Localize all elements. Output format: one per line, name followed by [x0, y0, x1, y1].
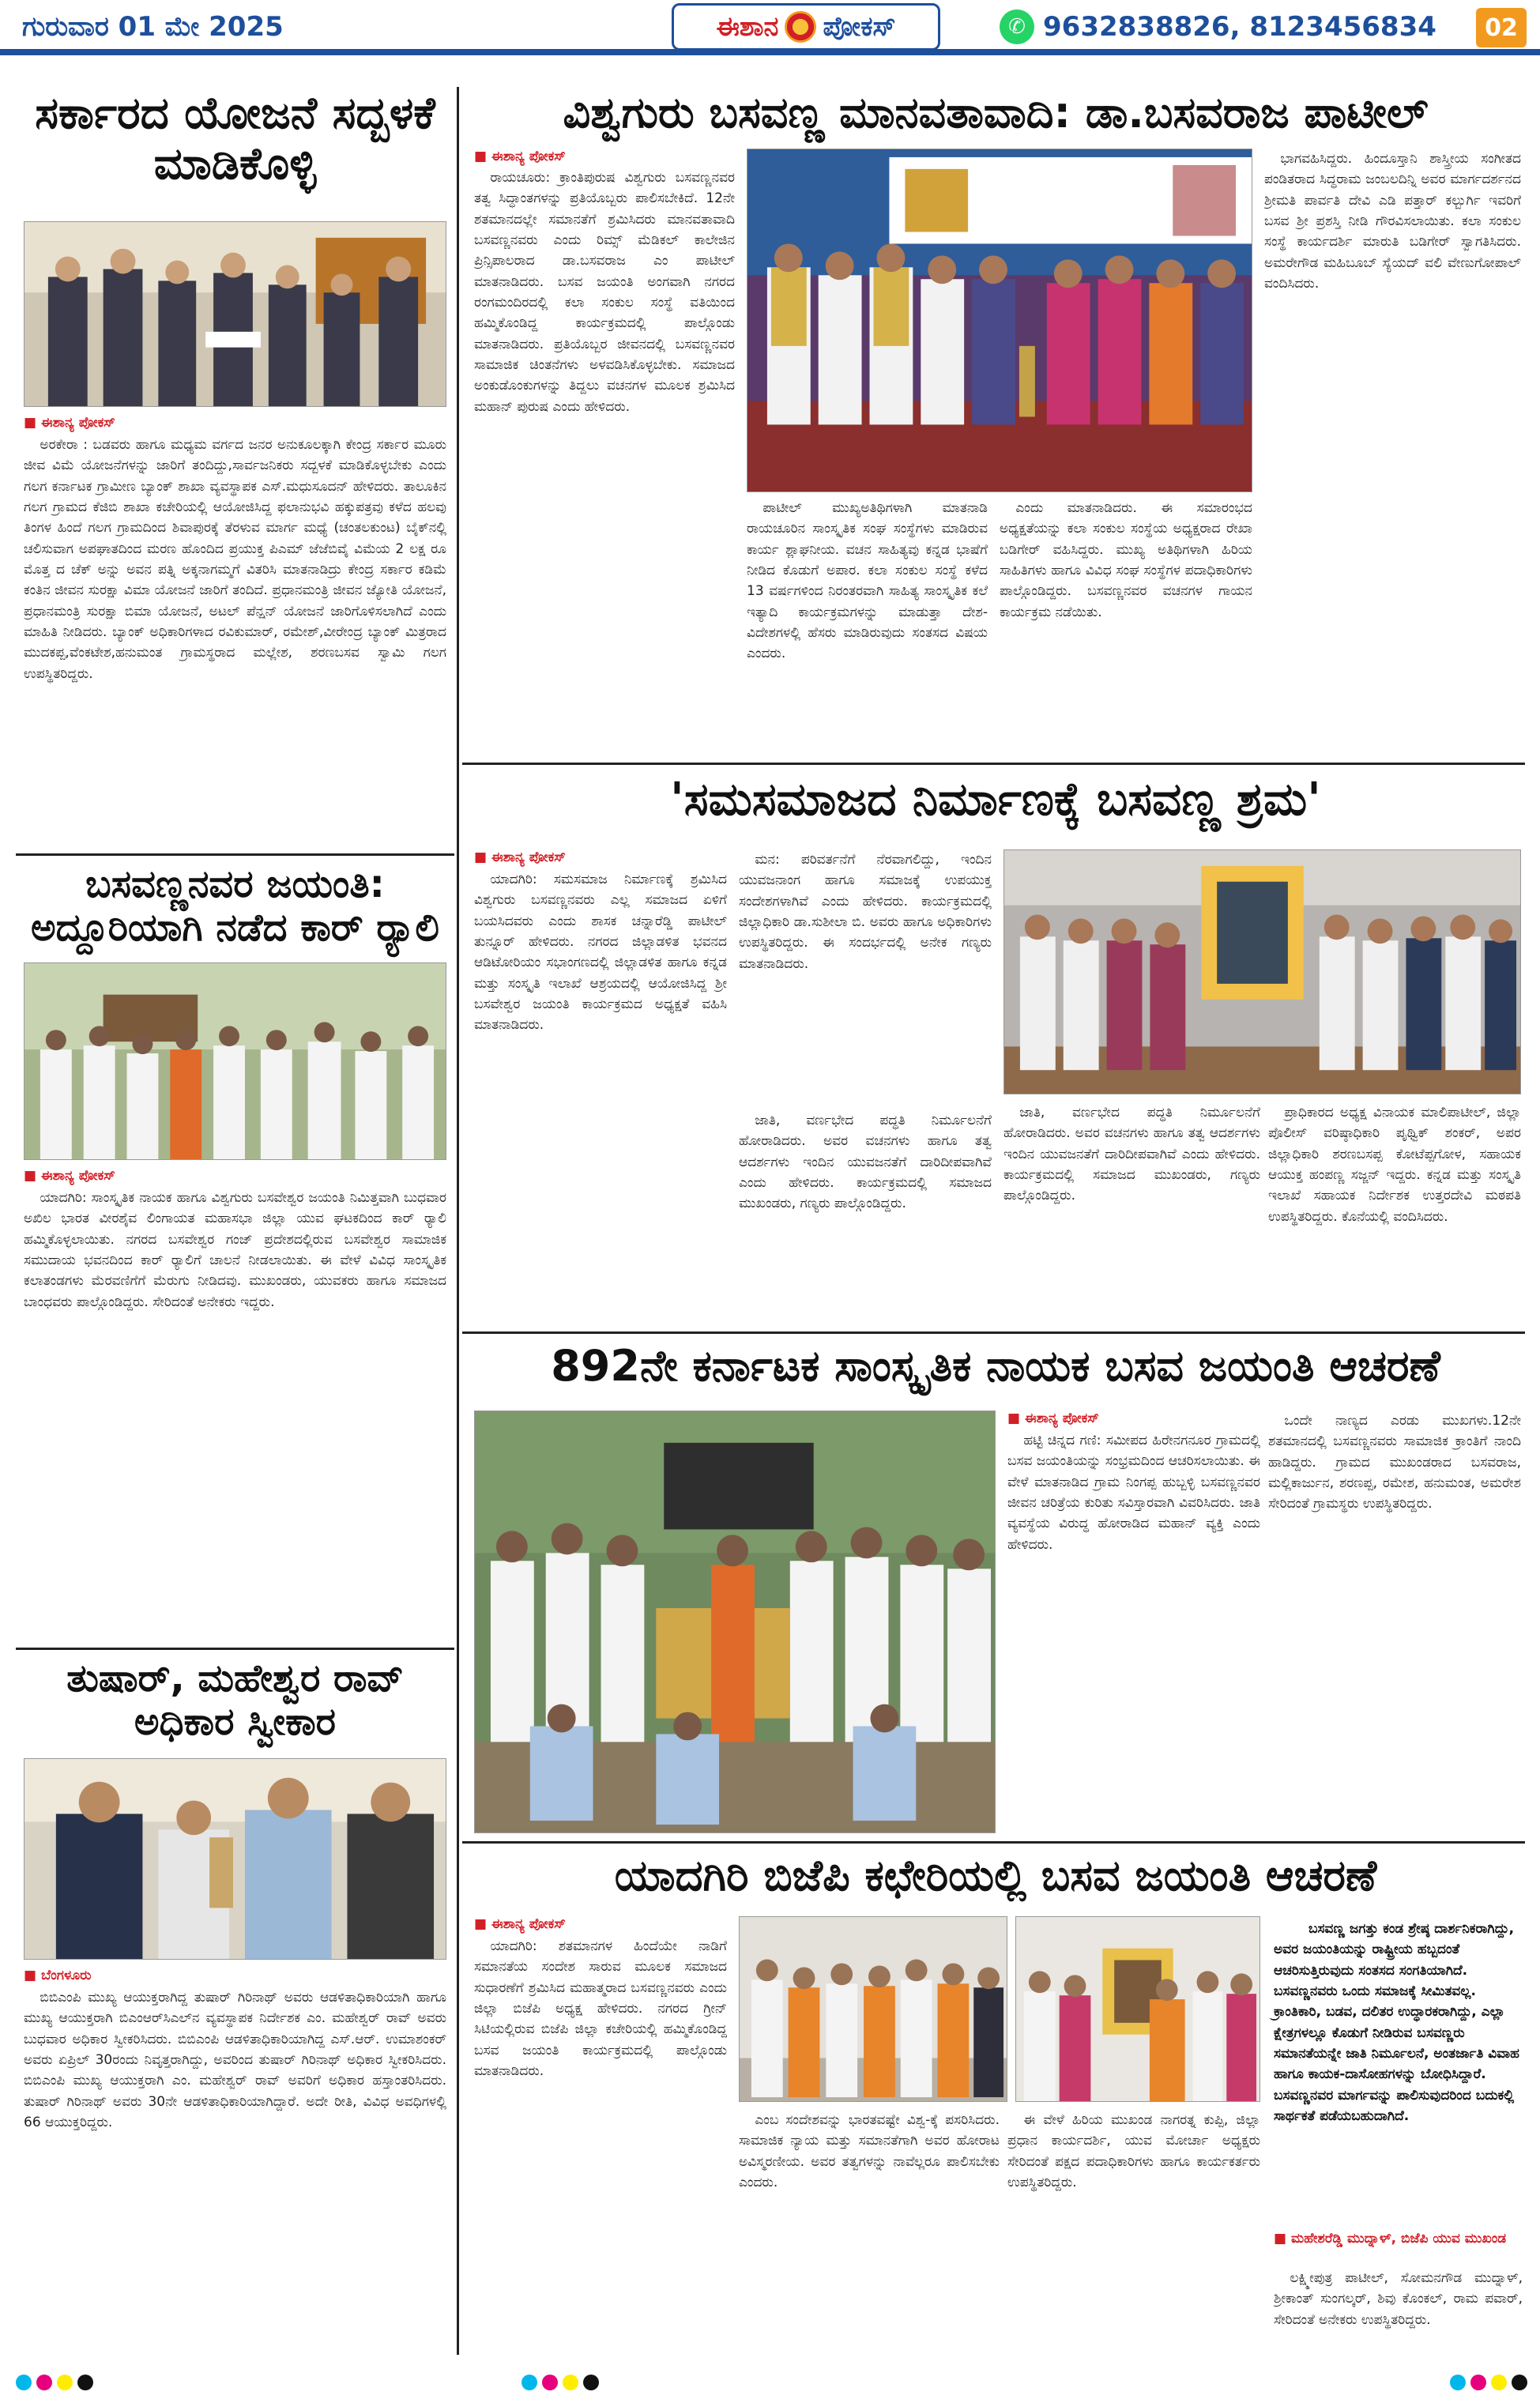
logo-text-right: ಪೋಕಸ್: [823, 11, 896, 43]
paragraph: ಒಂದೇ ನಾಣ್ಯದ ಎರಡು ಮುಖಗಳು.12ನೇ ಶತಮಾನದಲ್ಲಿ ಬಸವಣ್ಣನವರು ಸಾಮಾಜಿಕ ಕ್ರಾಂತಿಗೆ ನಾಂದಿ ಹಾಡಿದ್ದರು. ಗ್ರಾಮದ ಮುಖಂಡರಾದ ಬಸವರಾಜ, ಮಲ್ಲಿಕಾರ್ಜುನ, ಶರಣಪ್ಪ, ರಮೇಶ, ಹನುಮಂತ, ಅಮರೇಶ ಸೇರಿದಂತೆ ಗ್ರಾಮಸ್ಥರು ಉಪಸ್ಥಿತರಿದ್ದರು.: [1268, 1413, 1521, 1512]
paragraph: ಲಕ್ಷ್ಮೀಪುತ್ರ ಪಾಟೀಲ್, ಸೋಮನಗೌಡ ಮುದ್ನಾಳ್, ಶ್ರೀಕಾಂತ್ ಸುಂಗಲ್ಕರ್, ಶಿವು ಕೊಂಕಲ್, ರಾಮ ಪವಾರ್, ಸೇರಿದಂತೆ ಅನೇಕರು ಉಪಸ್ಥಿತರಿದ್ದರು.: [1274, 2270, 1523, 2328]
byline-story3: ■ ಬೆಂಗಳೂರು: [24, 1968, 91, 1983]
pull-quote: [1274, 1919, 1523, 2227]
body-story5-col4a: [1003, 1102, 1260, 1324]
body-story3: [24, 1987, 446, 2347]
byline-story4: ■ ಈಶಾನ್ಯ ಪೋಕಸ್: [474, 149, 566, 164]
headline-story7: ಯಾದಗಿರಿ ಬಿಜೆಪಿ ಕಛೇರಿಯಲ್ಲಿ ಬಸವ ಜಯಂತಿ ಆಚರಣೆ: [614, 1851, 1377, 1900]
body-story5-col4: [1268, 1102, 1521, 1324]
paragraph: ಪ್ರಾಧಿಕಾರದ ಅಧ್ಯಕ್ಷ ವಿನಾಯಕ ಮಾಲಿಪಾಟೀಲ್, ಜಿಲ್ಲಾ ಪೊಲೀಸ್ ವರಿಷ್ಠಾಧಿಕಾರಿ ಪೃಥ್ವಿಕ್ ಶಂಕರ್, ಅಪರ ಜಿಲ್ಲಾಧಿಕಾರಿ ಶರಣಬಸಪ್ಪ ಕೋಟೆಪ್ಪಗೋಳ, ಸಹಾಯಕ ಆಯುಕ್ತ ಹಂಪಣ್ಣ ಸಜ್ಜನ್ ಇದ್ದರು. ಕನ್ನಡ ಮತ್ತು ಸಂಸ್ಕೃತಿ ಇಲಾಖೆ ಸಹಾಯಕ ನಿರ್ದೇಶಕ ಉತ್ತರದೇವಿ ಮಠಪತಿ ಉಪಸ್ಥಿತರಿದ್ದರು. ಕೊನೆಯಲ್ಲಿ ವಂದಿಸಿದರು.: [1268, 1105, 1521, 1225]
photo-car-rally: [24, 962, 446, 1160]
body-story1: [24, 435, 446, 846]
body-story7-col3: [1007, 2110, 1260, 2355]
column-divider: [457, 87, 459, 2355]
section-divider: [462, 1841, 1525, 1844]
body-story6-col1: [1007, 1430, 1260, 1833]
whatsapp-icon: ✆: [1000, 9, 1034, 44]
photo-samasamaja-event: [1003, 849, 1521, 1094]
headline-story1: ಸರ್ಕಾರದ ಯೋಜನೆ ಸದ್ಬಳಕೆ ಮಾಡಿಕೊಳ್ಳಿ: [35, 88, 435, 190]
newspaper-logo: [672, 3, 940, 51]
photo-officers-taking-charge: [24, 1758, 446, 1960]
paragraph: ಎಂಬ ಸಂದೇಶವನ್ನು ಭಾರತವಷ್ಟೇ ವಿಶ್ವ-ಕ್ಕೆ ಪಸರಿಸಿದರು. ಸಾಮಾಜಿಕ ನ್ಯಾಯ ಮತ್ತು ಸಮಾನತೆಗಾಗಿ ಅವರ ಹೋರಾಟ ಅವಿಸ್ಮರಣೀಯ. ಅವರ ತತ್ವಗಳನ್ನು ನಾವೆಲ್ಲರೂ ಪಾಲಿಸಬೇಕು ಎಂದರು.: [739, 2112, 1000, 2191]
paragraph: ಪಾಟೀಲ್ ಮುಖ್ಯಅತಿಥಿಗಳಾಗಿ ಮಾತನಾಡಿ ರಾಯಚೂರಿನ ಸಾಂಸ್ಕೃತಿಕ ಸಂಘ ಸಂಸ್ಥೆಗಳು ಮಾಡಿರುವ ಕಾರ್ಯ ಶ್ಲಾಘನೀಯ. ವಚನ ಸಾಹಿತ್ಯವು ಕನ್ನಡ ಭಾಷೆಗೆ ನೀಡಿದ ಕೊಡುಗೆ ಅಪಾರ. ಕಲಾ ಸಂಕುಲ ಸಂಸ್ಥೆ ಕಳೆದ 13 ವರ್ಷಗಳಿಂದ ನಿರಂತರವಾಗಿ ಸಾಹಿತ್ಯ ಸಾಂಸ್ಕೃತಿಕ ಕಲೆ ಇತ್ಯಾದಿ ಕಾರ್ಯಕ್ರಮಗಳನ್ನು ಮಾಡುತ್ತಾ ದೇಶ-ವಿದೇಶಗಳಲ್ಲಿ ಹೆಸರು ಮಾಡಿರುವುದು ಸಂತಸದ ವಿಷಯ ಎಂದರು.: [747, 500, 988, 662]
body-story7-col4: [1274, 2268, 1523, 2355]
black-dot-icon: [77, 2375, 93, 2390]
cyan-dot-icon: [521, 2375, 537, 2390]
paragraph: ಈ ವೇಳೆ ಹಿರಿಯ ಮುಖಂಡ ನಾಗರತ್ನ ಕುಪ್ಪಿ, ಜಿಲ್ಲಾ ಪ್ರಧಾನ ಕಾರ್ಯದರ್ಶಿ, ಯುವ ಮೋರ್ಚಾ ಅಧ್ಯಕ್ಷರು ಸೇರಿದಂತೆ ಪಕ್ಷದ ಪದಾಧಿಕಾರಿಗಳು ಹಾಗೂ ಕಾರ್ಯಕರ್ತರು ಉಪಸ್ಥಿತರಿದ್ದರು.: [1007, 2112, 1260, 2191]
paragraph: ಅರಕೇರಾ : ಬಡವರು ಹಾಗೂ ಮಧ್ಯಮ ವರ್ಗದ ಜನರ ಅನುಕೂಲಕ್ಕಾಗಿ ಕೇಂದ್ರ ಸರ್ಕಾರ ಮೂರು ಜೀವ ವಿಮೆ ಯೋಜನೆಗಳನ್ನು ಜಾರಿಗೆ ತಂದಿದ್ದು,ಸಾರ್ವಜನಿಕರು ಸದ್ಬಳಕೆ ಮಾಡಿಕೊಳ್ಳಬೇಕು ಎಂದು ಗಲಗ ಕರ್ನಾಟಕ ಗ್ರಾಮೀಣ ಬ್ಯಾಂಕ್ ಶಾಖಾ ವ್ಯವಸ್ಥಾಪಕ ಎಸ್.ಮಧುಸೂದನ್ ಹೇಳಿದರು. ತಾಲೂಕಿನ ಗಲಗ ಗ್ರಾಮದ ಕೆಜಿಬಿ ಶಾಖಾ ಕಚೇರಿಯಲ್ಲಿ ಆಯೋಜಿಸಿದ್ದ ಫಲಾನುಭವಿ ಹಕ್ಕುಪತ್ರವು ಕಳೆದ ಹಲವು ತಿಂಗಳ ಹಿಂದೆ ಗಲಗ ಗ್ರಾಮದಿಂದ ಶಿವಾಪುರಕ್ಕೆ ತೆರಳುವ ಮಾರ್ಗ ಮಧ್ಯೆ (ಚಂತಲಕುಂಟ) ಬೈಕ್‌ನಲ್ಲಿ ಚಲಿಸುವಾಗ ಅಪಘಾತದಿಂದ ಮರಣ ಹೊಂದಿದ ಪ್ರಯುಕ್ತ ಪಿಎಮ್ ಜೆಜೆಬಿವೈ ವಿಮೆಯ 2 ಲಕ್ಷ ರೂ ಮೊತ್ತ ದ ಚೆಕ್ ಅನ್ನು ಅವನ ಪತ್ನಿ ಅಕ್ಕನಾಗಮ್ಮಗೆ ವಿತರಿಸಿ ಮಾತನಾಡಿದ್ರು ಕೇಂದ್ರ ಸರ್ಕಾರ ಕಡಿಮೆ ಕಂತಿನ ಜೀವನ ಸುರಕ್ಷಾ ವಿಮಾ ಯೋಜನೆ ಜಾರಿಗೆ ತಂದಿದೆ. ಪ್ರಧಾನಮಂತ್ರಿ ಜೀವನ ಜ್ಯೋತಿ ಯೋಜನೆ, ಪ್ರಧಾನಮಂತ್ರಿ ಸುರಕ್ಷಾ ಬಿಮಾ ಯೋಜನೆ, ಅಟಲ್ ಪೆನ್ಷನ್ ಯೋಜನೆ ಜಾರಿಗೊಳಿಸಲಾಗಿದೆ ಎಂದು ಮಾಹಿತಿ ನೀಡಿದರು. ಬ್ಯಾಂಕ್ ಅಧಿಕಾರಿಗಳಾದ ರವಿಕುಮಾರ್, ರಮೇಶ್,ವೀರೇಂದ್ರ ಬ್ಯಾಂಕ್ ಮಿತ್ರರಾದ ಮುದಕಪ್ಪ,ವೆಂಕಟೇಶ,ಹನುಮಂತ ಗ್ರಾಮಸ್ಥರಾದ ಮಲ್ಲೇಶ, ಶರಣಬಸವ ಸ್ವಾಮಿ ಗಲಗ ಉಪಸ್ಥಿತರಿದ್ದರು.: [24, 437, 446, 682]
section-divider: [16, 1648, 454, 1650]
print-registration-marks-left: [16, 2371, 93, 2394]
cyan-dot-icon: [1450, 2375, 1466, 2390]
logo-text-left: ಈಶಾನ: [716, 11, 779, 43]
magenta-dot-icon: [542, 2375, 558, 2390]
paragraph: ಯಾದಗಿರಿ: ಸಮಸಮಾಜ ನಿರ್ಮಾಣಕ್ಕೆ ಶ್ರಮಿಸಿದ ವಿಶ್ವಗುರು ಬಸವಣ್ಣನವರು ಎಲ್ಲ ಸಮಾಜದ ಏಳಿಗೆ ಬಯಸಿದವರು ಎಂದು ಶಾಸಕ ಚನ್ನಾರೆಡ್ಡಿ ಪಾಟೀಲ್ ತುನ್ನೂರ್ ಹೇಳಿದರು. ನಗರದ ಜಿಲ್ಲಾಡಳಿತ ಭವನದ ಆಡಿಟೋರಿಯಂ ಸಭಾಂಗಣದಲ್ಲಿ ಜಿಲ್ಲಾಡಳಿತ ಹಾಗೂ ಕನ್ನಡ ಮತ್ತು ಸಂಸ್ಕೃತಿ ಇಲಾಖೆ ಆಶ್ರಯದಲ್ಲಿ ಆಯೋಜಿಸಿದ್ದ ಶ್ರೀ ಬಸವೇಶ್ವರ ಜಯಂತಿ ಕಾರ್ಯಕ್ರಮದ ಅಧ್ಯಕ್ಷತೆ ವಹಿಸಿ ಮಾತನಾಡಿದರು.: [474, 872, 727, 1034]
photo-bank-cheque-handover: [24, 221, 446, 407]
byline-story2: ■ ಈಶಾನ್ಯ ಪೋಕಸ್: [24, 1168, 115, 1184]
paragraph: ಮನ: ಪರಿವರ್ತನೆಗೆ ನೆರವಾಗಲಿದ್ದು, ಇಂದಿನ ಯುವಜನಾಂಗ ಹಾಗೂ ಸಮಾಜಕ್ಕೆ ಉಪಯುಕ್ತ ಸಂದೇಶಗಳಾಗಿವೆ ಎಂದು ಹೇಳಿದರು. ಕಾರ್ಯಕ್ರಮದಲ್ಲಿ ಜಿಲ್ಲಾಧಿಕಾರಿ ಡಾ.ಸುಶೀಲಾ ಬಿ. ಅವರು ಹಾಗೂ ಅಧಿಕಾರಿಗಳು ಉಪಸ್ಥಿತರಿದ್ದರು. ಈ ಸಂದರ್ಭದಲ್ಲಿ ಅನೇಕ ಗಣ್ಯರು ಮಾತನಾಡಿದರು.: [739, 852, 992, 972]
photo-village-celebration: [474, 1411, 996, 1833]
contact-phones: 9632838826, 8123456834: [1043, 11, 1436, 43]
byline-story5: ■ ಈಶಾನ್ಯ ಪೋಕಸ್: [474, 849, 566, 865]
yellow-dot-icon: [563, 2375, 578, 2390]
body-story4-col4: [1264, 149, 1521, 757]
pull-quote-attribution: ■ ಮಹೇಶರೆಡ್ಡಿ ಮುದ್ನಾಳ್, ಬಿಜೆಪಿ ಯುವ ಮುಖಂಡ: [1274, 2228, 1523, 2260]
paragraph: ಜಾತಿ, ವರ್ಣಭೇದ ಪದ್ಧತಿ ನಿರ್ಮೂಲನೆಗೆ ಹೋರಾಡಿದರು. ಅವರ ವಚನಗಳು ಹಾಗೂ ತತ್ವ ಆದರ್ಶಗಳು ಇಂದಿನ ಯುವಜನತೆಗೆ ದಾರಿದೀಪವಾಗಿವೆ ಎಂದು ಹೇಳಿದರು. ಕಾರ್ಯಕ್ರಮದಲ್ಲಿ ಸಮಾಜದ ಮುಖಂಡರು, ಗಣ್ಯರು ಪಾಲ್ಗೊಂಡಿದ್ದರು.: [739, 1113, 992, 1212]
paragraph: ಯಾದಗಿರಿ: ಶತಮಾನಗಳ ಹಿಂದೆಯೇ ನಾಡಿಗೆ ಸಮಾನತೆಯ ಸಂದೇಶ ಸಾರುವ ಮೂಲಕ ಸಮಾಜದ ಸುಧಾರಣೆಗೆ ಶ್ರಮಿಸಿದ ಮಹಾತ್ಮರಾದ ಬಸವಣ್ಣನವರು ಎಂದು ಜಿಲ್ಲಾ ಬಿಜೆಪಿ ಅಧ್ಯಕ್ಷ ಹೇಳಿದರು. ನಗರದ ಗ್ರೀನ್ ಸಿಟಿಯಲ್ಲಿರುವ ಬಿಜೆಪಿ ಜಿಲ್ಲಾ ಕಚೇರಿಯಲ್ಲಿ ಹಮ್ಮಿಕೊಂಡಿದ್ದ ಬಸವ ಜಯಂತಿ ಕಾರ್ಯಕ್ರಮದಲ್ಲಿ ಪಾಲ್ಗೊಂಡು ಮಾತನಾಡಿದರು.: [474, 1938, 727, 2080]
magenta-dot-icon: [1470, 2375, 1486, 2390]
body-story5-col2: [739, 849, 992, 1110]
body-story5-col1: [474, 869, 727, 1324]
byline-story6: ■ ಈಶಾನ್ಯ ಪೋಕಸ್: [1007, 1411, 1099, 1426]
print-registration-marks-right: [1450, 2371, 1527, 2394]
body-story7-col2: [739, 2110, 1000, 2355]
body-story7-col1: [474, 1936, 727, 2355]
logo-emblem-icon: [785, 11, 816, 43]
headline-story6: 892ನೇ ಕರ್ನಾಟಕ ಸಾಂಸ್ಕೃತಿಕ ನಾಯಕ ಬಸವ ಜಯಂತಿ ಆಚರಣೆ: [551, 1341, 1440, 1391]
headline-story4: ವಿಶ್ವಗುರು ಬಸವಣ್ಣ ಮಾನವತಾವಾದಿ: ಡಾ.ಬಸವರಾಜ ಪಾಟೀಲ್: [563, 88, 1429, 137]
print-registration-marks-center: [521, 2371, 599, 2394]
headline-story2: ಬಸವಣ್ಣನವರ ಜಯಂತಿ: ಅದ್ದೂರಿಯಾಗಿ ನಡೆದ ಕಾರ್ ರ‍್ಯಾಲಿ: [31, 862, 439, 951]
yellow-dot-icon: [1491, 2375, 1507, 2390]
paragraph: ರಾಯಚೂರು: ಕ್ರಾಂತಿಪುರುಷ ವಿಶ್ವಗುರು ಬಸವಣ್ಣನವರ ತತ್ವ ಸಿದ್ಧಾಂತಗಳನ್ನು ಪ್ರತಿಯೊಬ್ಬರು ಪಾಲಿಸಬೇಕಿದೆ. 12ನೇ ಶತಮಾನದಲ್ಲೇ ಸಮಾನತೆಗೆ ಶ್ರಮಿಸಿದರು ಮಾನವತಾವಾದಿ ಬಸವಣ್ಣನವರು ಎಂದು ರಿಮ್ಸ್ ಮೆಡಿಕಲ್ ಕಾಲೇಜಿನ ಪ್ರಿನ್ಸಿಪಾಲರಾದ ಡಾ.ಬಸವರಾಜ ಎಂ ಪಾಟೀಲ್ ಮಾತನಾಡಿದರು. ಬಸವ ಜಯಂತಿ ಅಂಗವಾಗಿ ನಗರದ ರಂಗಮಂದಿರದಲ್ಲಿ ಕಲಾ ಸಂಕುಲ ಸಂಸ್ಥೆ ವತಿಯಿಂದ ಹಮ್ಮಿಕೊಂಡಿದ್ದ ಕಾರ್ಯಕ್ರಮದಲ್ಲಿ ಪಾಲ್ಗೊಂಡು ಮಾತನಾಡಿದರು. ಪ್ರತಿಯೊಬ್ಬರ ಜೀವನದಲ್ಲಿ ಬಸವಣ್ಣನವರ ಸಾಮಾಜಿಕ ಚಿಂತನೆಗಳು ಅಳವಡಿಸಿಕೊಳ್ಳಬೇಕು. ಸಮಾಜದ ಅಂಕುಡೊಂಕುಗಳನ್ನು ತಿದ್ದಲು ವಚನಗಳ ಮೂಲಕ ಶ್ರಮಿಸಿದ ಮಹಾನ್ ಪುರುಷ ಎಂದು ಹೇಳಿದರು.: [474, 170, 735, 415]
paragraph: ಬಿಬಿಎಂಪಿ ಮುಖ್ಯ ಆಯುಕ್ತರಾಗಿದ್ದ ತುಷಾರ್ ಗಿರಿನಾಥ್ ಅವರು ಆಡಳಿತಾಧಿಕಾರಿಯಾಗಿ ಹಾಗೂ ಮುಖ್ಯ ಆಯುಕ್ತರಾಗಿ ಬಿಎಂಆರ್‌ಸಿಎಲ್‌ನ ವ್ಯವಸ್ಥಾಪಕ ನಿರ್ದೇಶಕ ಎಂ. ಮಹೇಶ್ವರ್ ರಾವ್ ಅವರು ಬುಧವಾರ ಅಧಿಕಾರ ಸ್ವೀಕರಿಸಿದರು. ಬಿಬಿಎಂಪಿ ಆಡಳಿತಾಧಿಕಾರಿಯಾಗಿದ್ದ ಎಸ್.ಆರ್. ಉಮಾಶಂಕರ್ ಅವರು ಏಪ್ರಿಲ್ 30ರಂದು ನಿವೃತ್ತರಾಗಿದ್ದು, ಅವರಿಂದ ತುಷಾರ್ ಗಿರಿನಾಥ್ ಅಧಿಕಾರ ಸ್ವೀಕರಿಸಿದರು. ಬಿಬಿಎಂಪಿ ಮುಖ್ಯ ಆಯುಕ್ತರಾಗಿ ಎಂ. ಮಹೇಶ್ವರ್ ರಾವ್ ಅವರಿಗೆ ಅಧಿಕಾರ ಹಸ್ತಾಂತರಿಸಿದರು. ತುಷಾರ್ ಗಿರಿನಾಥ್ ಅವರು 30ನೇ ಆಡಳಿತಾಧಿಕಾರಿಯಾಗಿದ್ದಾರೆ. ಅದೇ ರೀತಿ, ವಿವಿಧ ಅವಧಿಗಳಲ್ಲಿ 66 ಆಯುಕ್ತರಿದ್ದರು.: [24, 1990, 446, 2131]
section-divider: [462, 763, 1525, 765]
issue-date: ಗುರುವಾರ 01 ಮೇ 2025: [22, 11, 284, 43]
photo-bjp-office-1: [739, 1916, 1007, 2102]
section-divider: [16, 853, 454, 856]
photo-basava-jayanti-stage: [747, 149, 1252, 492]
black-dot-icon: [583, 2375, 599, 2390]
page-number: 02: [1476, 8, 1527, 47]
masthead-bar: [0, 0, 1540, 55]
photo-bjp-office-2: [1015, 1916, 1260, 2102]
paragraph: ಎಂದು ಮಾತನಾಡಿದರು. ಈ ಸಮಾರಂಭದ ಅಧ್ಯಕ್ಷತೆಯನ್ನು ಕಲಾ ಸಂಕುಲ ಸಂಸ್ಥೆಯ ಅಧ್ಯಕ್ಷರಾದ ರೇಖಾ ಬಡಿಗೇರ್ ವಹಿಸಿದ್ದರು. ಮುಖ್ಯ ಅತಿಥಿಗಳಾಗಿ ಹಿರಿಯ ಸಾಹಿತಿಗಳು ಹಾಗೂ ವಿವಿಧ ಸಂಘ ಸಂಸ್ಥೆಗಳ ಪದಾಧಿಕಾರಿಗಳು ಪಾಲ್ಗೊಂಡಿದ್ದರು. ಬಸವಣ್ಣನವರ ವಚನಗಳ ಗಾಯನ ಕಾರ್ಯಕ್ರಮ ನಡೆಯಿತು.: [1000, 500, 1252, 620]
yellow-dot-icon: [57, 2375, 73, 2390]
body-story2: [24, 1188, 446, 1642]
pull-quote-text: ಬಸವಣ್ಣ ಜಗತ್ತು ಕಂಡ ಶ್ರೇಷ್ಠ ದಾರ್ಶನಿಕರಾಗಿದ್ದು, ಅವರ ಜಯಂತಿಯನ್ನು ರಾಷ್ಟ್ರೀಯ ಹಬ್ಬದಂತೆ ಆಚರಿಸುತ್ತಿರುವುದು ಸಂತಸದ ಸಂಗತಿಯಾಗಿದೆ. ಬಸವಣ್ಣನವರು ಒಂದು ಸಮಾಜಕ್ಕೆ ಸೀಮಿತವಲ್ಲ. ಕ್ರಾಂತಿಕಾರಿ, ಬಡವ, ದಲಿತರ ಉದ್ಧಾರಕರಾಗಿದ್ದು, ಎಲ್ಲಾ ಕ್ಷೇತ್ರಗಳಲ್ಲೂ ಕೊಡುಗೆ ನೀಡಿರುವ ಬಸವಣ್ಣರು ಸಮಾನತೆಯನ್ನೇ ಜಾತಿ ನಿರ್ಮೂಲನೆ, ಅಂತರ್ಜಾತಿ ವಿವಾಹ ಹಾಗೂ ಕಾಯಕ-ದಾಸೋಹಗಳನ್ನು ಬೋಧಿಸಿದ್ದಾರೆ. ಬಸವಣ್ಣನವರ ಮಾರ್ಗವನ್ನು ಪಾಲಿಸುವುದರಿಂದ ಬದುಕಲ್ಲಿ ಸಾರ್ಥಕತೆ ಪಡೆಯಬಹುದಾಗಿದೆ.: [1274, 1921, 1519, 2125]
section-divider: [462, 1331, 1525, 1334]
body-story4-col2: [747, 498, 988, 759]
headline-story5: 'ಸಮಸಮಾಜದ ನಿರ್ಮಾಣಕ್ಕೆ ಬಸವಣ್ಣ ಶ್ರಮ': [670, 772, 1321, 826]
paragraph: ಹಟ್ಟಿ ಚಿನ್ನದ ಗಣಿ: ಸಮೀಪದ ಹಿರೇನಗನೂರ ಗ್ರಾಮದಲ್ಲಿ ಬಸವ ಜಯಂತಿಯನ್ನು ಸಂಭ್ರಮದಿಂದ ಆಚರಿಸಲಾಯಿತು. ಈ ವೇಳೆ ಮಾತನಾಡಿದ ಗ್ರಾಮ ನಿಂಗಪ್ಪ ಹುಬ್ಬಳ್ಳಿ ಬಸವಣ್ಣನವರ ಜೀವನ ಚರಿತ್ರೆಯ ಕುರಿತು ಸವಿಸ್ತಾರವಾಗಿ ವಿವರಿಸಿದರು. ಜಾತಿ ವ್ಯವಸ್ಥೆಯ ವಿರುದ್ಧ ಹೋರಾಡಿದ ಮಹಾನ್ ವ್ಯಕ್ತಿ ಎಂದು ಹೇಳಿದರು.: [1007, 1433, 1260, 1553]
byline-story1: ■ ಈಶಾನ್ಯ ಪೋಕಸ್: [24, 415, 115, 431]
cyan-dot-icon: [16, 2375, 32, 2390]
paragraph: ಭಾಗವಹಿಸಿದ್ದರು. ಹಿಂದೂಸ್ತಾನಿ ಶಾಸ್ತ್ರೀಯ ಸಂಗೀತದ ಪಂಡಿತರಾದ ಸಿದ್ಧರಾಮ ಜಂಬಲದಿನ್ನಿ ಅವರ ಮಾರ್ಗದರ್ಶನದ ಶ್ರೀಮತಿ ಪಾರ್ವತಿ ದೇವಿ ಎಡಿ ಪತ್ತಾರ್ ಕಲ್ಬುರ್ಗಿ ಇವರಿಗೆ ಬಸವ ಶ್ರೀ ಪ್ರಶಸ್ತಿ ನೀಡಿ ಗೌರವಿಸಲಾಯಿತು. ಕಲಾ ಸಂಕುಲ ಸಂಸ್ಥೆ ಕಾರ್ಯದರ್ಶಿ ಮಾರುತಿ ಬಡಿಗೇರ್ ಸ್ವಾಗತಿಸಿದರು. ಅಮರೇಗೌಡ ಮಹಿಬೂಬ್ ಸ್ಯೆಯದ್ ವಲಿ ವೇಣುಗೋಪಾಲ್ ವಂದಿಸಿದರು.: [1264, 151, 1521, 292]
byline-story7: ■ ಈಶಾನ್ಯ ಪೋಕಸ್: [474, 1916, 566, 1932]
black-dot-icon: [1512, 2375, 1527, 2390]
magenta-dot-icon: [36, 2375, 52, 2390]
body-story4-col1: [474, 168, 735, 756]
headline-story3: ತುಷಾರ್, ಮಹೇಶ್ವರ ರಾವ್ ಅಧಿಕಾರ ಸ್ವೀಕಾರ: [66, 1656, 404, 1745]
body-story4-col3: [1000, 498, 1252, 759]
body-story5-col3: [739, 1110, 992, 1324]
paragraph: ಯಾದಗಿರಿ: ಸಾಂಸ್ಕೃತಿಕ ನಾಯಕ ಹಾಗೂ ವಿಶ್ವಗುರು ಬಸವೇಶ್ವರ ಜಯಂತಿ ನಿಮಿತ್ತವಾಗಿ ಬುಧವಾರ ಅಖಿಲ ಭಾರತ ವೀರಶೈವ ಲಿಂಗಾಯತ ಮಹಾಸಭಾ ಜಿಲ್ಲಾ ಯುವ ಘಟಕದಿಂದ ಕಾರ್ ರ‍್ಯಾಲಿ ಹಮ್ಮಿಕೊಳ್ಳಲಾಯಿತು. ನಗರದ ಬಸವೇಶ್ವರ ಗಂಜ್ ಪ್ರದೇಶದಲ್ಲಿರುವ ಬಸವೇಶ್ವರ ಸಾಮಾಜಿಕ ಸಮುದಾಯ ಭವನದಿಂದ ಕಾರ್ ರ‍್ಯಾಲಿಗೆ ಚಾಲನೆ ನೀಡಲಾಯಿತು. ಈ ವೇಳೆ ವಿವಿಧ ಸಾಂಸ್ಕೃತಿಕ ಕಲಾತಂಡಗಳು ಮೆರವಣಿಗೆಗೆ ಮೆರುಗು ನೀಡಿದವು. ಮುಖಂಡರು, ಯುವಕರು ಹಾಗೂ ಸಮಾಜದ ಬಾಂಧವರು ಪಾಲ್ಗೊಂಡಿದ್ದರು. ಸೇರಿದಂತೆ ಅನೇಕರು ಇದ್ದರು.: [24, 1190, 446, 1310]
paragraph: ಜಾತಿ, ವರ್ಣಭೇದ ಪದ್ಧತಿ ನಿರ್ಮೂಲನೆಗೆ ಹೋರಾಡಿದರು. ಅವರ ವಚನಗಳು ಹಾಗೂ ತತ್ವ ಆದರ್ಶಗಳು ಇಂದಿನ ಯುವಜನತೆಗೆ ದಾರಿದೀಪವಾಗಿವೆ ಎಂದು ಹೇಳಿದರು. ಕಾರ್ಯಕ್ರಮದಲ್ಲಿ ಸಮಾಜದ ಮುಖಂಡರು, ಗಣ್ಯರು ಪಾಲ್ಗೊಂಡಿದ್ದರು.: [1003, 1105, 1260, 1204]
body-story6-col2: [1268, 1411, 1521, 1833]
